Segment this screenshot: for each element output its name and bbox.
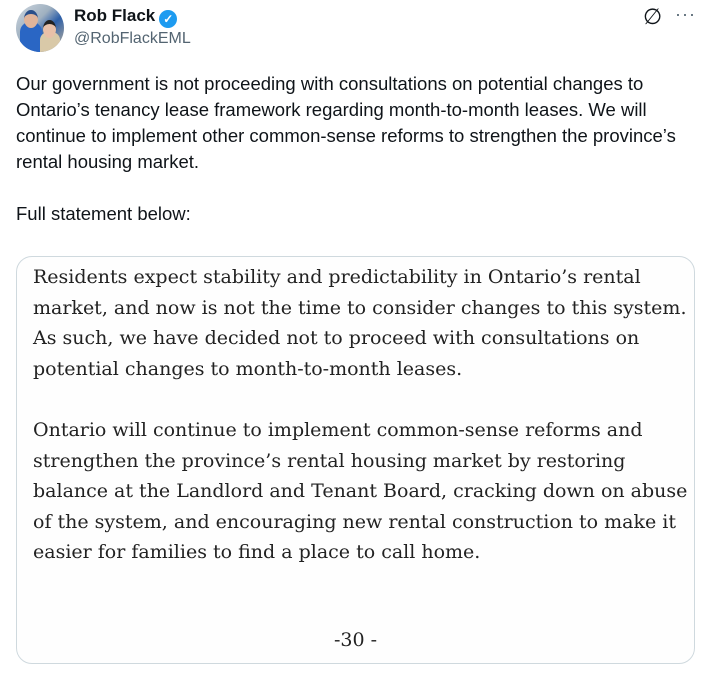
more-options-icon[interactable]: ···: [675, 4, 696, 24]
statement-paragraph-1: Residents expect stability and predictability in Ontario’s rental market, and now is not the time to consider changes to this system. As such, we have decided not to proceed with consultations on potential changes to month-to-month leases.: [33, 266, 687, 380]
statement-image[interactable]: [16, 256, 695, 664]
statement-paragraph-2: Ontario will continue to implement common-sense reforms and strengthen the province’s rental housing market by restoring balance at the Landlord and Tenant Board, cracking down on abuse of the system, and encouraging new rental construction to make it easier for families to find a place to call home.: [33, 419, 688, 563]
tweet-body: Our government is not proceeding with consultations on potential changes to Ontario’s tenancy lease framework regarding month-to-month leases. We will continue to implement other common-sense reforms to strengthen the province’s rental housing market.: [16, 73, 676, 172]
tweet-text: [16, 71, 676, 227]
avatar[interactable]: [16, 4, 64, 52]
author-handle[interactable]: @RobFlackEML: [74, 30, 191, 47]
tweet-body-2: Full statement below:: [16, 203, 191, 224]
author-name[interactable]: Rob Flack ✓: [74, 6, 177, 28]
grok-icon[interactable]: ∅: [643, 4, 663, 29]
verified-badge-icon: ✓: [159, 10, 177, 28]
statement-end-mark: -30 -: [333, 629, 378, 651]
